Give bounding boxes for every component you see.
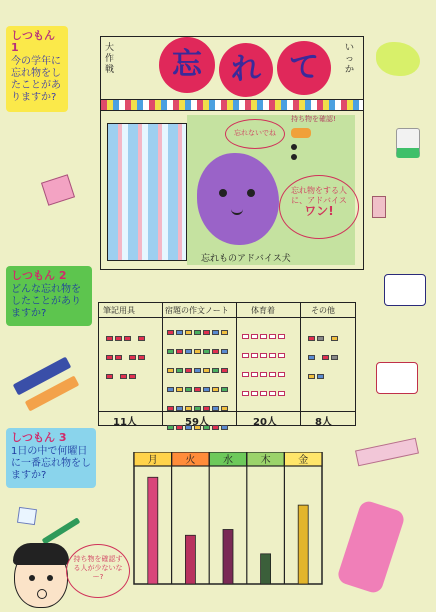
col-other-count: 8人 xyxy=(315,417,332,428)
question-2-heading: しつもん 2 xyxy=(11,269,67,282)
title-circle-2 xyxy=(219,43,273,97)
green-pen-sticker xyxy=(42,517,81,544)
day-label-0: 月 xyxy=(147,455,158,466)
bar-3 xyxy=(261,554,271,584)
locker-drawing xyxy=(107,123,187,261)
poster-frame xyxy=(100,36,364,270)
col-homework-notebook xyxy=(163,303,237,428)
col-other-label: その他 xyxy=(311,306,335,315)
socks-sticker xyxy=(376,362,418,394)
day-label-2: 水 xyxy=(223,455,233,466)
forgotten-items-table xyxy=(98,302,356,426)
question-3-text: 1日の中で何曜日に一番忘れ物をしますか? xyxy=(11,446,91,481)
cat-wan-text: ワン! xyxy=(304,204,334,218)
question-2-note xyxy=(6,266,92,326)
question-1-heading: しつもん 1 xyxy=(11,29,55,54)
title-char-1: 忘 xyxy=(172,47,202,82)
title-circle-1 xyxy=(159,37,215,93)
ruler-sticker xyxy=(355,438,419,467)
col-writing-tools-label: 筆記用具 xyxy=(103,306,135,315)
title-char-3: て xyxy=(289,50,319,85)
cat-bubble-top xyxy=(225,119,285,149)
child-speech-text: 持ち物を確認する人が少ないなー? xyxy=(73,555,123,581)
bow-note-text: 持ち物を確認! xyxy=(291,115,336,123)
cat-speech-bubble xyxy=(279,175,359,239)
day-label-3: 木 xyxy=(260,455,271,466)
bar-0 xyxy=(148,477,158,584)
eraser-sticker xyxy=(41,174,75,205)
shirt-sticker xyxy=(384,274,426,306)
question-3-heading: しつもん 3 xyxy=(11,431,67,444)
star-sticker xyxy=(376,42,420,76)
col-gym-clothes xyxy=(237,303,301,428)
bar-2 xyxy=(223,529,233,584)
col-homework-notebook-label: 宿題の作文ノート xyxy=(165,306,229,315)
cat-speech-text: 忘れ物をする人に、アドバイス xyxy=(291,186,347,205)
bow-note xyxy=(291,115,347,160)
question-1-text: 今の学年に忘れ物をしたことがありますか? xyxy=(11,56,61,103)
cat-bubble-top-text: 忘れないでね xyxy=(234,129,276,137)
child-face-drawing xyxy=(14,546,68,608)
day-label-4: 金 xyxy=(298,455,309,466)
advice-cat-drawing xyxy=(197,153,279,245)
scene-area xyxy=(101,111,363,269)
title-char-2: れ xyxy=(231,52,261,87)
bar-1 xyxy=(185,535,195,584)
small-tube-sticker xyxy=(372,196,386,218)
weekday-bar-chart xyxy=(128,452,328,592)
cat-caption: 忘れものアドバイス犬 xyxy=(201,254,291,264)
question-2-text: どんな忘れ物をしたことがありますか? xyxy=(11,284,81,319)
col-writing-tools xyxy=(99,303,163,428)
title-circle-3 xyxy=(277,41,331,95)
striped-band xyxy=(101,99,363,111)
eraser-small-sticker xyxy=(17,507,37,525)
col-other xyxy=(301,303,355,428)
glue-sticker xyxy=(396,128,420,158)
col-gym-clothes-label: 体育着 xyxy=(251,306,275,315)
bar-4 xyxy=(298,505,308,584)
glue-bottle-sticker xyxy=(336,499,406,595)
col-homework-notebook-count: 59人 xyxy=(185,417,209,428)
col-gym-clothes-count: 20人 xyxy=(253,417,277,428)
poster-side-right-text: いっか xyxy=(345,43,355,75)
poster-side-left-text: 大作戦 xyxy=(105,43,115,75)
child-speech-bubble xyxy=(66,544,130,598)
question-1-note xyxy=(6,26,68,112)
col-writing-tools-count: 11人 xyxy=(113,417,137,428)
question-3-note xyxy=(6,428,96,488)
day-label-1: 火 xyxy=(185,455,196,466)
